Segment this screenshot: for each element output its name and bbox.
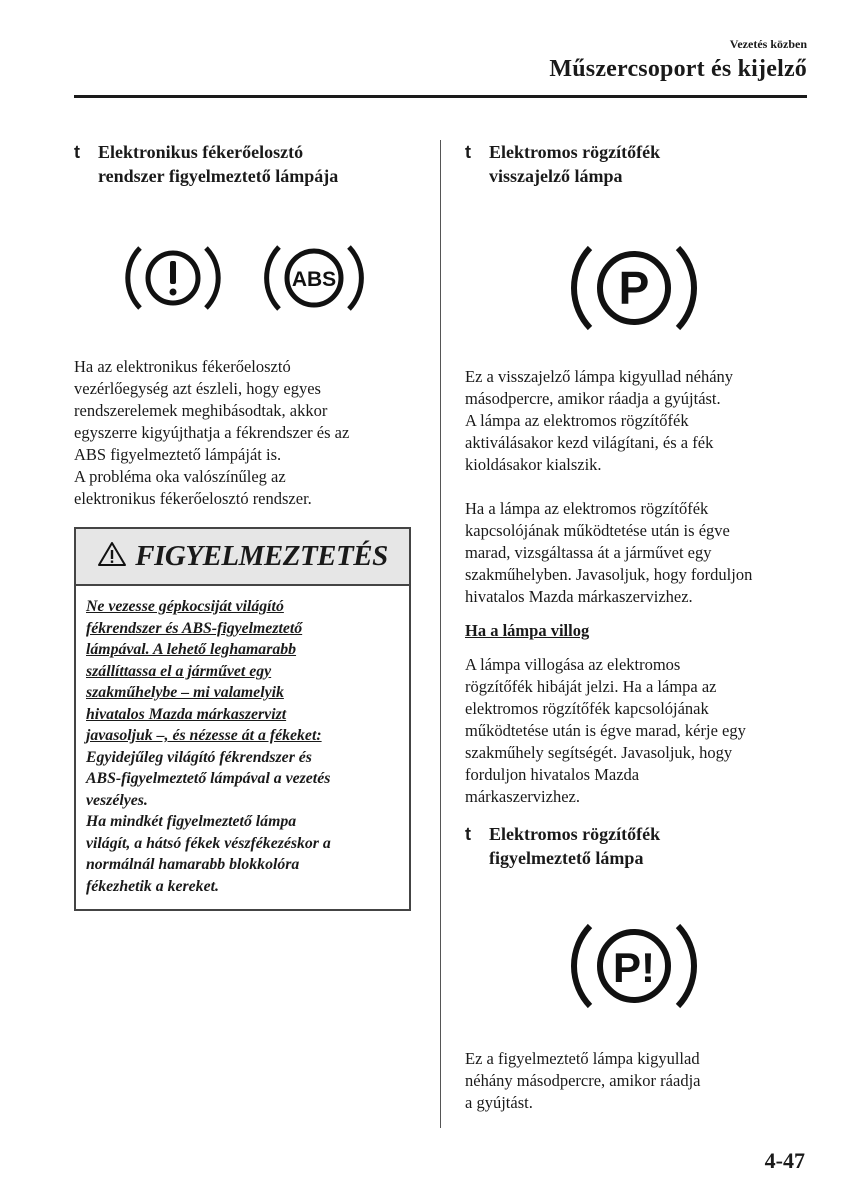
bullet-marker: t [465,824,471,844]
text-line: néhány másodpercre, amikor ráadja [465,1071,701,1090]
warning-line: lámpával. A lehető leghamarabb [86,641,297,658]
text-line: elektronikus fékerőelosztó rendszer. [74,489,312,508]
text-line: másodpercre, amikor ráadja a gyújtást. [465,389,721,408]
text-line: vezérlőegység azt észleli, hogy egyes [74,379,321,398]
warning-line: normálnál hamarabb blokkolóra [86,856,300,873]
parking-brake-p-icon [570,240,698,341]
text-line: hivatalos Mazda márkaszervizhez. [465,587,693,606]
warning-line: szállíttassa el a járművet egy [86,662,272,680]
right-heading-1 [465,140,661,188]
text-line: a gyújtást. [465,1093,533,1112]
parking-brake-warning-icon [570,918,698,1019]
text-line: aktiválásakor kezd világítani, és a fék [465,433,714,452]
warning-line: Egyidejűleg világító fékrendszer és [86,748,312,766]
right-paragraph-1 [465,366,733,476]
text-line: márkaszervizhez. [465,787,580,806]
text-line: forduljon hivatalos Mazda [465,765,640,784]
text-line: kioldásakor kialszik. [465,455,602,474]
text-line: szakműhelyben. Javasoljuk, hogy forduljon [465,565,753,584]
text-line: Ez a visszajelző lámpa kigyullad néhány [465,367,734,386]
text-line: egyszerre kigyújthatja a fékrendszer és az [74,423,350,442]
warning-triangle-icon [97,541,127,572]
column-divider [440,140,441,1128]
text-line: Ha a lámpa az elektromos rögzítőfék [465,499,709,518]
bullet-marker: t [74,142,80,162]
right-paragraph-3 [465,654,746,808]
text-line: működtetése után is égve marad, kérje egy [465,721,746,740]
abs-icon-label: ABS [291,268,337,291]
text-line: A lámpa az elektromos rögzítőfék [465,411,689,430]
text-line: Ez a figyelmeztető lámpa kigyullad [465,1049,700,1068]
left-heading [74,140,339,188]
warning-line: fékezhetik a kereket. [86,877,219,895]
warning-line: Ne vezesse gépkocsiját világító [86,598,284,615]
right-heading-1-line1: Elektromos rögzítőfék [489,142,661,162]
warning-body [76,586,409,897]
text-line: A lámpa villogása az elektromos [465,655,681,674]
section-label: Vezetés közben [729,37,807,51]
right-paragraph-2 [465,498,752,608]
abs-icon [264,241,364,320]
text-line: rendszerelemek meghibásodtak, akkor [74,401,328,420]
text-line: Ha az elektronikus fékerőelosztó [74,357,291,376]
p-warning-icon-label: P! [613,944,655,991]
warning-line: fékrendszer és ABS-figyelmeztető [86,619,303,637]
bullet-marker: t [465,142,471,162]
warning-line: javasoljuk –, és nézesse át a fékeket: [86,727,322,744]
text-line: kapcsolójának működtetése után is égve [465,521,730,540]
text-line: A probléma oka valószínűleg az [74,467,286,486]
warning-line: hivatalos Mazda márkaszervizt [86,705,287,723]
right-heading-2-line2: figyelmeztető lámpa [489,848,644,868]
text-line: rögzítőfék hibáját jelzi. Ha a lámpa az [465,677,717,696]
warning-title: FIGYELMEZTETÉS [135,540,388,572]
header-rule [74,95,807,98]
chapter-title: Műszercsoport és kijelző [549,56,807,82]
left-heading-line1: Elektronikus fékerőelosztó [98,142,304,162]
text-line: szakműhely segítségét. Javasoljuk, hogy [465,743,733,762]
right-heading-1-line2: visszajelző lámpa [489,166,623,186]
subheading-flashing: Ha a lámpa villog [465,621,590,640]
p-icon-label: P [618,262,650,314]
warning-box [74,527,411,911]
right-heading-2 [465,822,661,870]
page-number: 4-47 [764,1148,805,1173]
text-line: elektromos rögzítőfék kapcsolójának [465,699,709,718]
warning-line: világít, a hátsó fékek vészfékezéskor a [86,834,331,852]
warning-line: szakműhelybe – mi valamelyik [86,684,284,701]
warning-line: Ha mindkét figyelmeztető lámpa [86,813,297,830]
warning-line: veszélyes. [86,791,148,809]
right-heading-2-line1: Elektromos rögzítőfék [489,824,661,844]
left-heading-line2: rendszer figyelmeztető lámpája [98,166,339,186]
text-line: ABS figyelmeztető lámpáját is. [74,445,282,464]
left-paragraph [74,356,349,510]
text-line: marad, vizsgáltassa át a járművet egy [465,543,712,562]
right-paragraph-4 [465,1048,700,1114]
warning-line: ABS-figyelmeztető lámpával a vezetés [86,770,331,787]
warning-header [76,529,409,586]
brake-exclamation-icon [124,241,222,320]
